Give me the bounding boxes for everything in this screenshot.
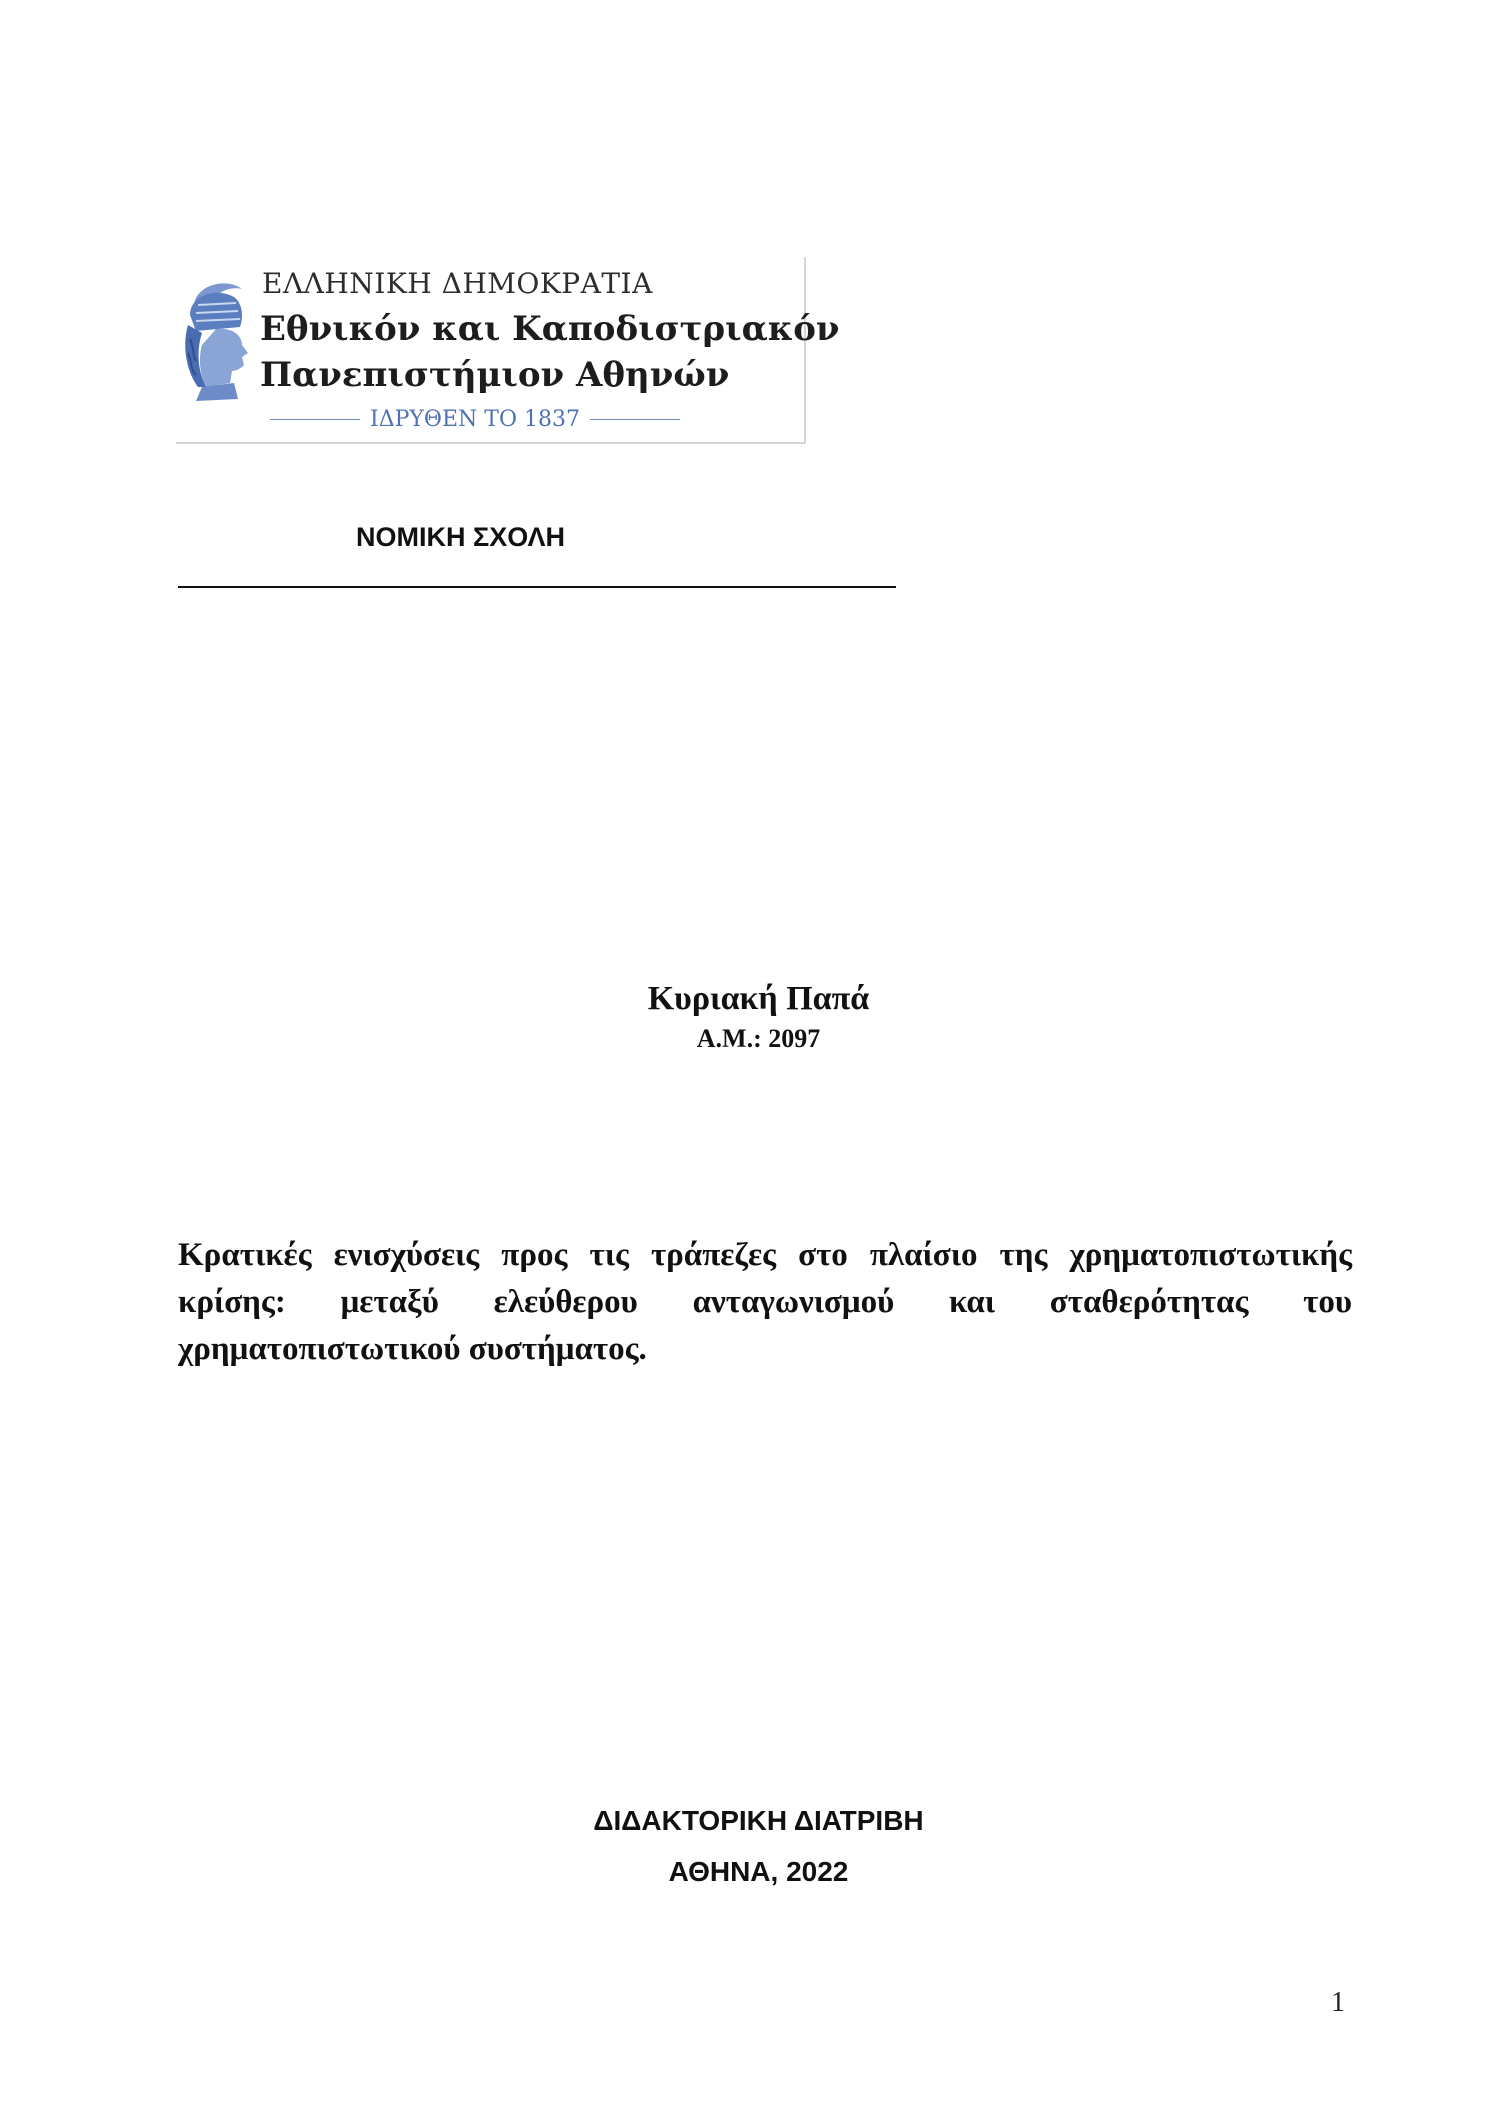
athena-head-icon — [176, 275, 256, 405]
logo-founded-row — [270, 407, 680, 432]
university-logo — [176, 257, 840, 444]
place-and-year: ΑΘΗΝΑ, 2022 — [668, 1856, 849, 1887]
logo-university-name-line2: Πανεπιστήμιον Αθηνών — [260, 355, 730, 395]
author-registration-number: Α.Μ.: 2097 — [696, 1024, 821, 1053]
school-name: ΝΟΜΙΚΗ ΣΧΟΛΗ — [356, 522, 565, 552]
page-number: 1 — [1331, 1987, 1345, 2018]
author-name: Κυριακή Παπά — [647, 980, 870, 1017]
logo-founded-rule-right — [590, 419, 680, 420]
thesis-title: Κρατικές ενισχύσεις προς τις τράπεζες στο πλαίσιο της χρηματοπιστωτικής κρίσης: μεταξύ ελεύθερου ανταγωνισμού και σταθερότητας του χρηματοπιστωτικού συστήματος. — [178, 1237, 1352, 1367]
logo-founded-rule-left — [270, 419, 360, 420]
logo-university-name-line1: Εθνικόν και Καποδιστριακόν — [260, 309, 840, 349]
school-divider — [178, 586, 896, 588]
thesis-type: ΔΙΔΑΚΤΟΡΙΚΗ ΔΙΑΤΡΙΒΗ — [593, 1805, 924, 1836]
logo-republic-text: ΕΛΛΗΝΙΚΗ ΔΗΜΟΚΡΑΤΙΑ — [262, 267, 653, 300]
logo-founded-text: ΙΔΡΥΘΕΝ ΤΟ 1837 — [370, 407, 580, 432]
